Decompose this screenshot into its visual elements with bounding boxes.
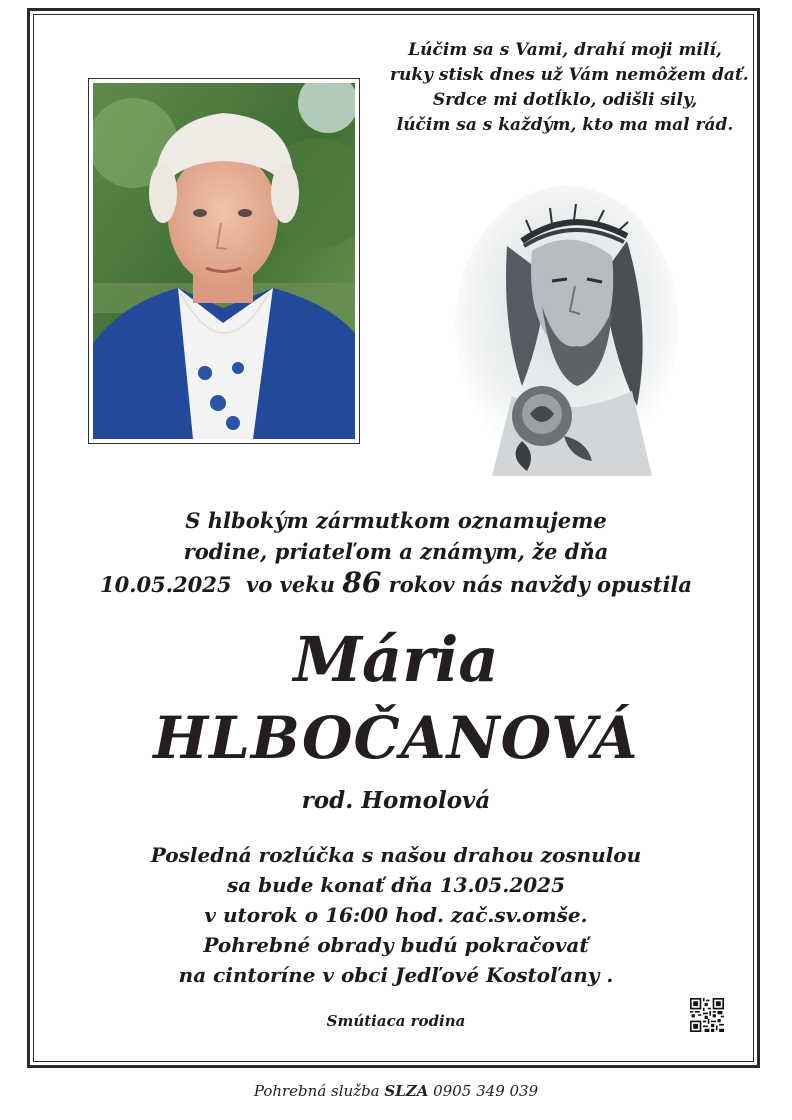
poem-line: ruky stisk dnes už Vám nemôžem dať. [390,65,749,85]
footer-phone: 0905 349 039 [433,1082,539,1100]
death-date: 10.05.2025 [99,572,232,597]
jesus-rose-illustration [452,186,682,476]
jesus-icon [452,186,682,476]
funeral-line: na cintoríne v obci Jedľové Kostoľany . [178,963,614,987]
portrait-icon [93,83,355,439]
funeral-service-footer [0,1080,792,1102]
deceased-first-name: Mária [293,623,499,696]
portrait-photo [88,78,360,444]
qr-code[interactable] [690,998,724,1032]
funeral-line: v utorok o 16:00 hod. zač.sv.omše. [204,903,588,927]
funeral-line: Pohrebné obrady budú pokračovať [203,933,589,957]
farewell-poem [390,38,749,138]
announcement-line-date [60,567,732,600]
mourning-family: Smútiaca rodina [326,1012,466,1030]
funeral-line: Posledná rozlúčka s našou drahou zosnulou [150,843,642,867]
footer-brand: SLZA [384,1082,429,1100]
footer-prefix: Pohrebná služba [253,1082,380,1100]
announcement-line: S hlbokým zármutkom oznamujeme [185,508,607,533]
poem-line: lúčim sa s každým, kto ma mal rád. [396,115,734,135]
poem-line: Srdce mi dotĺklo, odišli sily, [432,90,698,110]
death-announcement [60,505,732,600]
age-suffix: rokov nás navždy opustila [388,572,693,597]
age-value: 86 [342,566,382,599]
funeral-line: sa bude konať dňa 13.05.2025 [227,873,565,897]
deceased-maiden-name: rod. Homolová [301,787,491,814]
poem-line: Lúčim sa s Vami, drahí moji milí, [408,40,722,60]
age-prefix: vo veku [246,572,336,597]
qr-code-icon [690,998,724,1032]
funeral-details [60,840,732,990]
deceased-surname: HLBOČANOVÁ [153,704,639,772]
announcement-line: rodine, priateľom a známym, že dňa [183,539,609,564]
